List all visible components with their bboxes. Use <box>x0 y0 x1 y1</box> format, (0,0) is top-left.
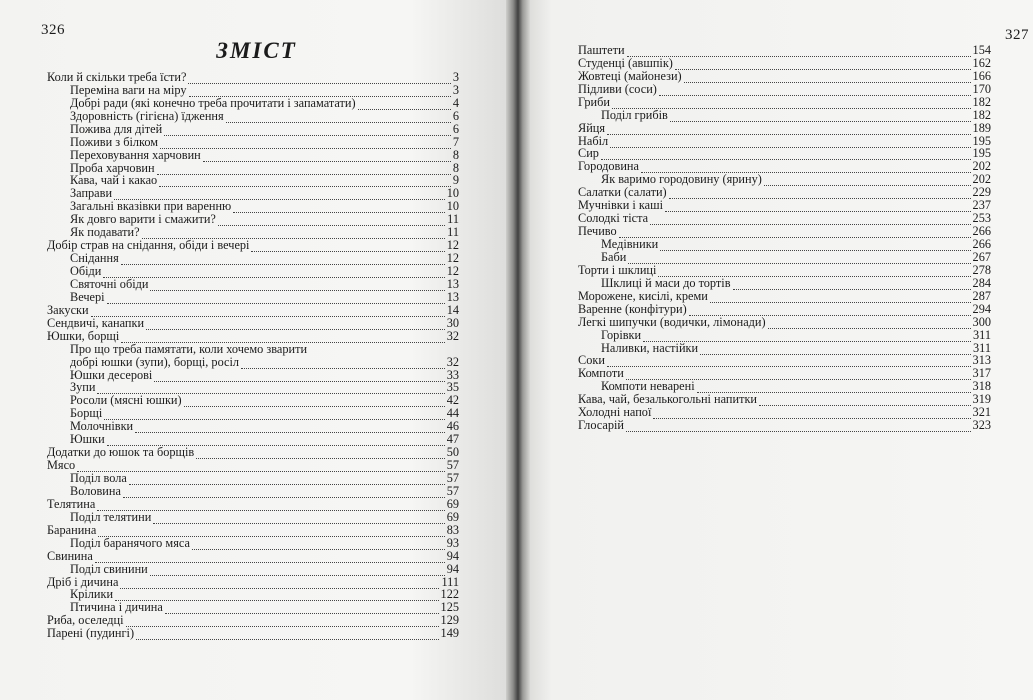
toc-entry-page-number: 83 <box>446 522 459 537</box>
toc-entry <box>578 264 991 277</box>
toc-entry <box>47 563 459 576</box>
toc-entry <box>578 329 991 342</box>
toc-entry-label: Парені (пудингі) <box>47 626 135 641</box>
dot-leader <box>627 47 971 57</box>
toc-entry-label: Воловина <box>70 483 121 498</box>
dot-leader <box>626 422 971 432</box>
toc-entry-label: Проба харчовин <box>70 160 155 175</box>
toc-entry-page-number: 311 <box>973 340 991 355</box>
toc-entry-label: Коли й скільки треба їсти? <box>47 69 187 84</box>
toc-entry <box>47 343 459 356</box>
toc-list-left <box>47 71 459 640</box>
dot-leader <box>196 449 444 459</box>
toc-entry-label: Печиво <box>578 224 617 239</box>
toc-entry-page-number: 294 <box>972 301 991 316</box>
dot-leader <box>659 86 971 96</box>
toc-entry-label: Гриби <box>578 94 610 109</box>
toc-entry-label: Переміна ваги на міру <box>70 82 187 97</box>
toc-entry-page-number: 10 <box>446 186 459 201</box>
toc-entry-page-number: 319 <box>972 392 991 407</box>
toc-entry-page-number: 182 <box>972 94 991 109</box>
toc-entry-page-number: 266 <box>972 224 991 239</box>
toc-entry-page-number: 313 <box>972 353 991 368</box>
toc-entry-label: Городовина <box>578 159 639 174</box>
dot-leader <box>203 152 451 162</box>
toc-entry-label: Шклиці й маси до тортів <box>601 275 731 290</box>
toc-entry-page-number: 195 <box>972 146 991 161</box>
toc-entry-page-number: 12 <box>446 264 459 278</box>
dot-leader <box>188 74 450 84</box>
toc-entry-page-number: 13 <box>446 289 459 304</box>
toc-entry-label: Сендвичі, канапки <box>47 315 145 330</box>
page-number-left: 326 <box>41 22 65 38</box>
dot-leader <box>150 566 445 576</box>
toc-entry <box>47 304 459 317</box>
toc-entry-label: Добір страв на снідання, обіди і вечері <box>47 238 250 253</box>
toc-entry <box>578 212 991 225</box>
toc-entry-page-number: 3 <box>452 82 459 97</box>
dot-leader <box>684 73 971 83</box>
dot-leader <box>733 280 971 290</box>
toc-entry <box>47 123 459 136</box>
toc-entry <box>47 498 459 511</box>
toc-entry <box>47 627 459 640</box>
dot-leader <box>700 345 971 355</box>
toc-entry-page-number: 154 <box>972 42 991 57</box>
dot-leader <box>160 139 451 149</box>
toc-entry-label: Морожене, кисілі, креми <box>578 288 708 303</box>
toc-entry-label: Компоти <box>578 366 624 381</box>
toc-entry-label: Додатки до юшок та борщів <box>47 445 195 460</box>
toc-entry-page-number: 33 <box>446 367 459 382</box>
page-number-right: 327 <box>1005 27 1029 43</box>
toc-entry <box>578 96 991 109</box>
toc-entry-label: Солодкі тіста <box>578 211 649 226</box>
toc-entry-label: Салатки (салати) <box>578 185 667 200</box>
dot-leader <box>104 410 444 420</box>
toc-entry-page-number: 278 <box>972 262 991 277</box>
toc-list-right <box>578 44 991 432</box>
dot-leader <box>251 242 444 252</box>
toc-entry-label: Зупи <box>70 380 96 395</box>
dot-leader <box>157 165 451 175</box>
dot-leader <box>129 475 445 485</box>
toc-entry <box>47 71 459 84</box>
dot-leader <box>619 228 971 238</box>
dot-leader <box>233 203 444 213</box>
dot-leader <box>764 176 971 186</box>
toc-entry <box>47 446 459 459</box>
dot-leader <box>628 254 970 264</box>
dot-leader <box>607 357 971 367</box>
toc-entry <box>578 342 991 355</box>
toc-entry-page-number: 12 <box>446 238 459 253</box>
toc-entry-page-number: 170 <box>972 81 991 96</box>
toc-entry <box>578 70 991 83</box>
dot-leader <box>653 409 970 419</box>
dot-leader <box>184 397 445 407</box>
toc-entry-page-number: 321 <box>972 405 991 420</box>
toc-entry <box>578 406 991 419</box>
dot-leader <box>165 604 439 614</box>
toc-entry-label: Наливки, настійки <box>601 340 699 355</box>
toc-entry-page-number: 202 <box>972 172 991 187</box>
dot-leader <box>126 617 439 627</box>
toc-entry-label: Святочні обіди <box>70 276 149 291</box>
toc-entry-page-number: 3 <box>452 69 459 84</box>
toc-entry-label: Юшки, борщі <box>47 328 120 343</box>
toc-entry-label: Соки <box>578 353 605 368</box>
toc-entry-label: Мясо <box>47 458 76 473</box>
toc-entry-page-number: 266 <box>972 237 991 251</box>
toc-entry-page-number: 311 <box>973 327 991 342</box>
toc-entry <box>578 303 991 316</box>
dot-leader <box>115 591 439 601</box>
toc-entry <box>47 356 459 369</box>
toc-entry-label: Юшки десерові <box>70 367 153 382</box>
toc-entry-page-number: 93 <box>446 535 459 550</box>
toc-entry <box>578 316 991 329</box>
toc-entry-label: Поділ грибів <box>601 107 668 122</box>
toc-entry-page-number: 44 <box>446 406 459 421</box>
dot-leader <box>650 215 970 225</box>
toc-entry-label: Медівники <box>601 237 659 251</box>
toc-entry-label: Росоли (мясні юшки) <box>70 393 182 408</box>
toc-entry-label: Молочнівки <box>70 419 134 434</box>
toc-entry <box>47 97 459 110</box>
toc-entry <box>47 110 459 123</box>
toc-entry-page-number: 46 <box>446 419 459 434</box>
dot-leader <box>135 423 445 433</box>
toc-entry-label: Баби <box>601 249 627 264</box>
dot-leader <box>660 241 970 251</box>
toc-entry-label: Горівки <box>601 327 642 342</box>
toc-entry-page-number: 166 <box>972 68 991 83</box>
toc-entry-page-number: 35 <box>446 380 459 395</box>
toc-entry <box>578 109 991 122</box>
toc-entry-page-number: 149 <box>440 626 459 641</box>
toc-entry <box>47 278 459 291</box>
toc-entry-page-number: 30 <box>446 315 459 330</box>
toc-entry-page-number: 11 <box>447 225 459 240</box>
toc-entry-label: Поділ телятини <box>70 509 152 524</box>
toc-entry-page-number: 202 <box>972 159 991 174</box>
toc-entry-page-number: 57 <box>446 471 459 485</box>
toc-entry-page-number: 129 <box>440 613 459 628</box>
dot-leader <box>601 150 971 160</box>
toc-entry-label: Загальні вказівки при варенню <box>70 199 232 214</box>
toc-entry-label: Добрі ради (які конечно треба прочитати і запаматати) <box>70 95 356 110</box>
right-page <box>521 0 1033 700</box>
dot-leader <box>665 202 971 212</box>
toc-entry-label: Як довго варити і смажити? <box>70 212 216 227</box>
toc-entry-label: Переховування харчовин <box>70 147 201 162</box>
dot-leader <box>107 294 445 304</box>
toc-entry-label: Холодні напої <box>578 405 652 420</box>
dot-leader <box>154 372 444 382</box>
dot-leader <box>146 320 445 330</box>
toc-entry-label: Набіл <box>578 133 609 148</box>
toc-entry-page-number: 47 <box>446 432 459 447</box>
toc-entry-page-number: 317 <box>972 366 991 381</box>
dot-leader <box>610 138 970 148</box>
toc-entry-page-number: 42 <box>446 393 459 408</box>
toc-entry-label: Мучнівки і каші <box>578 198 664 213</box>
dot-leader <box>136 630 439 640</box>
toc-entry-label: добрі юшки (зупи), борщі, росіл <box>70 354 240 369</box>
toc-entry-page-number: 189 <box>972 120 991 135</box>
toc-entry-page-number: 237 <box>972 198 991 213</box>
dot-leader <box>358 100 451 110</box>
toc-entry <box>578 419 991 432</box>
dot-leader <box>164 126 451 136</box>
toc-entry-page-number: 229 <box>972 185 991 200</box>
toc-entry-page-number: 182 <box>972 107 991 122</box>
toc-entry-label: Як подавати? <box>70 225 140 240</box>
dot-leader <box>192 540 445 550</box>
toc-entry-page-number: 323 <box>972 418 991 433</box>
toc-entry-label: Телятина <box>47 496 96 511</box>
toc-entry-page-number: 32 <box>446 328 459 343</box>
toc-entry-label: Дріб і дичина <box>47 574 119 589</box>
toc-entry-label: Торти і шклиці <box>578 262 657 277</box>
toc-entry-page-number: 195 <box>972 133 991 148</box>
toc-entry-page-number: 32 <box>446 354 459 369</box>
toc-entry-page-number: 13 <box>446 276 459 291</box>
toc-entry-label: Крілики <box>70 587 114 602</box>
toc-entry-page-number: 57 <box>446 483 459 498</box>
toc-entry <box>47 511 459 524</box>
toc-entry-page-number: 10 <box>446 199 459 214</box>
toc-entry-page-number: 318 <box>972 379 991 394</box>
dot-leader <box>77 462 445 472</box>
toc-entry <box>47 394 459 407</box>
toc-entry-label: Паштети <box>578 42 625 57</box>
toc-entry-label: Поділ свинини <box>70 561 148 576</box>
toc-entry-label: Свинина <box>47 548 93 563</box>
dot-leader <box>226 113 451 123</box>
toc-entry <box>578 251 991 264</box>
toc-entry <box>578 355 991 368</box>
toc-entry-label: Снідання <box>70 251 119 266</box>
dot-leader <box>150 281 444 291</box>
toc-entry-page-number: 122 <box>440 587 459 602</box>
toc-entry-label: Підливи (соси) <box>578 81 657 96</box>
toc-entry <box>47 252 459 265</box>
toc-entry <box>578 277 991 290</box>
toc-entry <box>578 238 991 251</box>
dot-leader <box>768 319 971 329</box>
toc-entry-page-number: 69 <box>446 509 459 524</box>
toc-entry-page-number: 14 <box>446 302 459 317</box>
toc-entry-page-number: 12 <box>446 251 459 266</box>
dot-leader <box>710 293 971 303</box>
dot-leader <box>103 268 444 278</box>
dot-leader <box>759 396 971 406</box>
toc-entry <box>578 290 991 303</box>
toc-entry <box>578 122 991 135</box>
toc-entry-page-number: 287 <box>972 288 991 303</box>
toc-entry-label: Здоровність (гігієна) їдження <box>70 108 224 123</box>
toc-entry-page-number: 9 <box>452 173 459 188</box>
toc-entry-label: Жовтеці (майонези) <box>578 68 682 83</box>
toc-entry-label: Сир <box>578 146 599 161</box>
dot-leader <box>675 60 971 70</box>
toc-entry-page-number: 6 <box>452 121 459 136</box>
toc-entry-page-number: 57 <box>446 458 459 473</box>
toc-entry-label: Кава, чай і какао <box>70 173 158 188</box>
toc-entry-label: Студенці (авшпік) <box>578 55 673 70</box>
toc-entry <box>47 550 459 563</box>
book-spine-gutter <box>506 0 530 700</box>
toc-entry <box>47 149 459 162</box>
toc-entry <box>47 136 459 149</box>
toc-entry <box>47 537 459 550</box>
toc-entry-page-number: 7 <box>452 134 459 149</box>
toc-entry-page-number: 162 <box>972 55 991 70</box>
dot-leader <box>120 579 439 589</box>
toc-entry-label: Варенне (конфітури) <box>578 301 687 316</box>
toc-entry-page-number: 284 <box>972 275 991 290</box>
toc-entry-page-number: 125 <box>440 600 459 615</box>
toc-entry-label: Глосарій <box>578 418 624 433</box>
toc-entry-label: Кава, чай, безалькогольні напитки <box>578 392 757 407</box>
toc-entry <box>47 420 459 433</box>
toc-entry-page-number: 94 <box>446 548 459 563</box>
toc-entry-label: Пожива для дітей <box>70 121 163 136</box>
toc-entry-page-number: 8 <box>452 160 459 175</box>
toc-entry <box>47 485 459 498</box>
contents-title: ЗМІСТ <box>216 38 297 63</box>
left-page <box>0 0 513 700</box>
toc-entry-label: Обіди <box>70 264 102 278</box>
toc-entry-label: Поділ баранячого мяса <box>70 535 190 550</box>
dot-leader <box>121 255 445 265</box>
toc-entry-label: Юшки <box>70 432 105 447</box>
toc-entry <box>47 369 459 382</box>
toc-entry-label: Поживи з білком <box>70 134 159 149</box>
toc-entry-label: Вечері <box>70 289 105 304</box>
toc-entry-label: Риба, оселедці <box>47 613 124 628</box>
toc-entry <box>47 317 459 330</box>
toc-entry-page-number: 94 <box>446 561 459 576</box>
toc-entry <box>578 57 991 70</box>
toc-entry <box>47 330 459 343</box>
dot-leader <box>670 112 971 122</box>
toc-entry <box>47 291 459 304</box>
toc-entry-page-number: 300 <box>972 314 991 329</box>
toc-entry-page-number: 267 <box>972 249 991 264</box>
dot-leader <box>241 359 445 369</box>
toc-entry-page-number: 6 <box>452 108 459 123</box>
toc-entry-page-number: 8 <box>452 147 459 162</box>
toc-entry-label: Поділ вола <box>70 471 127 485</box>
toc-entry <box>578 83 991 96</box>
toc-entry-page-number: 11 <box>447 212 459 227</box>
toc-entry <box>47 524 459 537</box>
toc-entry-label: Яйця <box>578 120 606 135</box>
toc-entry-page-number: 50 <box>446 445 459 460</box>
dot-leader <box>123 488 445 498</box>
toc-entry-page-number: 4 <box>452 95 459 110</box>
toc-entry-label: Легкі шипучки (водички, лімонади) <box>578 314 766 329</box>
dot-leader <box>153 514 444 524</box>
toc-entry-label: Про що треба памятати, коли хочемо зварити <box>70 341 308 356</box>
dot-leader <box>607 125 971 135</box>
toc-entry-label: Закуски <box>47 302 89 317</box>
toc-entry <box>578 135 991 148</box>
toc-entry <box>578 44 991 57</box>
toc-entry-page-number: 69 <box>446 496 459 511</box>
toc-entry-label: Птичина і дичина <box>70 600 163 615</box>
toc-entry-label: Заправи <box>70 186 113 201</box>
dot-leader <box>218 216 445 226</box>
toc-entry-label: Як варимо городовину (ярину) <box>601 172 762 187</box>
toc-entry-page-number: 253 <box>972 211 991 226</box>
toc-entry-label: Баранина <box>47 522 97 537</box>
toc-entry <box>578 148 991 161</box>
dot-leader <box>159 177 451 187</box>
toc-entry-page-number: 111 <box>441 574 459 589</box>
toc-entry-label: Борщі <box>70 406 103 421</box>
dot-leader <box>669 189 971 199</box>
toc-entry <box>47 84 459 97</box>
toc-entry-label: Компоти неварені <box>601 379 695 394</box>
